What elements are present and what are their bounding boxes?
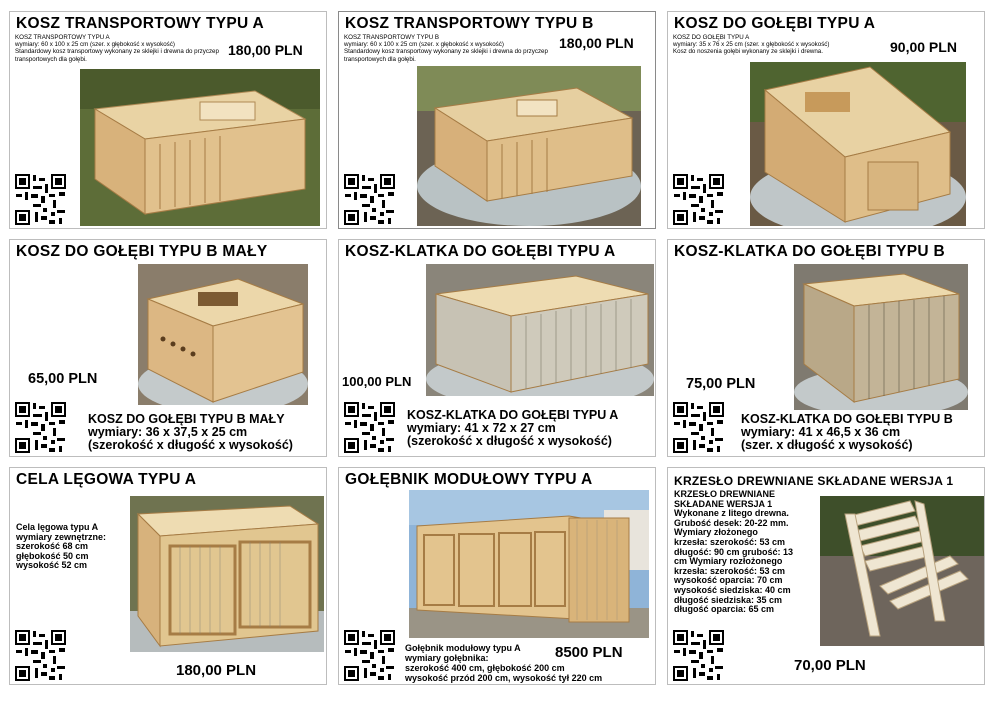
wooden-crate-image	[750, 62, 966, 226]
wire-cage-image	[426, 264, 654, 396]
product-price: 180,00 PLN	[559, 35, 634, 51]
product-card-pigeon-basket-b-small[interactable]	[9, 239, 327, 457]
product-title: KOSZ TRANSPORTOWY TYPU A	[16, 15, 265, 32]
product-description: KOSZ DO GOŁĘBI TYPU B MAŁY wymiary: 36 x 37,5 x 25 cm (szerokość x długość x wysokość)	[88, 412, 293, 452]
product-card-transport-b[interactable]	[338, 11, 656, 229]
product-photo[interactable]	[750, 62, 966, 226]
folding-chair-image	[820, 496, 984, 646]
qr-code[interactable]	[671, 172, 726, 227]
product-short-desc: KOSZ TRANSPORTOWY TYPU B wymiary: 60 x 100 x 25 cm (szer. x głębokość x wysokość) Standardowy kosz transportowy wykonany ze sklejki i drewna do przyczep transportowych dla gołębi.	[344, 34, 548, 63]
product-title: KOSZ-KLATKA DO GOŁĘBI TYPU B	[674, 243, 946, 260]
qr-code[interactable]	[342, 628, 397, 683]
product-photo[interactable]	[138, 264, 308, 405]
product-card-pigeon-basket-a[interactable]	[667, 11, 985, 229]
product-photo[interactable]	[417, 66, 641, 226]
qr-code[interactable]	[13, 172, 68, 227]
product-description: Cela lęgowa typu A wymiary zewnętrzne: szerokość 68 cm głębokość 50 cm wysokość 52 cm	[16, 522, 107, 571]
product-card-transport-a[interactable]	[9, 11, 327, 229]
qr-code[interactable]	[342, 400, 397, 455]
product-photo[interactable]	[794, 264, 968, 410]
product-card-folding-chair-1[interactable]	[667, 467, 985, 685]
wooden-crate-image	[138, 264, 308, 405]
product-photo[interactable]	[130, 496, 324, 652]
pigeon-loft-image	[409, 490, 649, 638]
nesting-cell-image	[130, 496, 324, 652]
product-title: KOSZ TRANSPORTOWY TYPU B	[345, 15, 594, 32]
product-card-modular-loft-a[interactable]	[338, 467, 656, 685]
product-price: 75,00 PLN	[686, 376, 756, 392]
qr-code[interactable]	[13, 400, 68, 455]
product-card-cage-basket-b[interactable]	[667, 239, 985, 457]
product-price: 90,00 PLN	[890, 39, 957, 55]
product-description: Gołębnik modułowy typu A wymiary gołębnika: szerokość 400 cm, głębokość 200 cm wysokość przód 200 cm, wysokość tył 220 cm	[405, 643, 603, 683]
product-photo[interactable]	[426, 264, 654, 396]
product-price: 180,00 PLN	[176, 662, 257, 679]
product-title: KOSZ DO GOŁĘBI TYPU A	[674, 15, 876, 32]
product-price: 100,00 PLN	[342, 374, 412, 389]
product-price: 8500 PLN	[555, 644, 623, 661]
product-photo[interactable]	[80, 69, 320, 226]
wooden-crate-image	[417, 66, 641, 226]
wooden-crate-image	[80, 69, 320, 226]
wire-cage-image	[794, 264, 968, 410]
product-photo[interactable]	[820, 496, 984, 646]
product-card-nesting-cell-a[interactable]	[9, 467, 327, 685]
qr-code[interactable]	[671, 628, 726, 683]
product-price: 70,00 PLN	[794, 657, 866, 674]
product-title: KOSZ-KLATKA DO GOŁĘBI TYPU A	[345, 243, 616, 260]
product-description: KOSZ-KLATKA DO GOŁĘBI TYPU A wymiary: 41 x 72 x 27 cm (szerokość x długość x wysokość)	[407, 408, 619, 448]
product-description: KRZESŁO DREWNIANE SKŁADANE WERSJA 1 Wykonane z litego drewna. Grubość desek: 20-22 mm. Wymiary złożonego krzesła: szerokość: 53 cm długość: 90 cm grubość: 13 cm Wymiary rozłożonego krzesła: szerokość: 53 cm wysokość oparcia: 70 cm wysokość siedziska: 40 cm długość siedziska: 35 cm długość oparcia: 65 cm	[674, 489, 794, 615]
product-short-desc: KOSZ TRANSPORTOWY TYPU A wymiary: 60 x 100 x 25 cm (szer. x głębokość x wysokość) Standardowy kosz transportowy wykonany ze sklejki i drewna do przyczep transportowych dla gołębi.	[15, 34, 219, 63]
qr-code[interactable]	[13, 628, 68, 683]
product-title: GOŁĘBNIK MODUŁOWY TYPU A	[345, 471, 593, 488]
product-title: CELA LĘGOWA TYPU A	[16, 471, 197, 488]
product-short-desc: KOSZ DO GOŁĘBI TYPU A wymiary: 35 x 76 x 25 cm (szer. x głębokość x wysokość) Kosz do noszenia gołębi wykonany ze sklejki i drewna.	[673, 34, 830, 56]
qr-code[interactable]	[671, 400, 726, 455]
product-title: KRZESŁO DREWNIANE SKŁADANE WERSJA 1	[674, 474, 954, 488]
product-price: 180,00 PLN	[228, 42, 303, 58]
product-price: 65,00 PLN	[28, 371, 98, 387]
qr-code[interactable]	[342, 172, 397, 227]
product-description: KOSZ-KLATKA DO GOŁĘBI TYPU B wymiary: 41 x 46,5 x 36 cm (szer. x długość x wysokość)	[741, 412, 953, 452]
product-photo[interactable]	[409, 490, 649, 638]
product-card-cage-basket-a[interactable]	[338, 239, 656, 457]
product-title: KOSZ DO GOŁĘBI TYPU B MAŁY	[16, 243, 268, 260]
